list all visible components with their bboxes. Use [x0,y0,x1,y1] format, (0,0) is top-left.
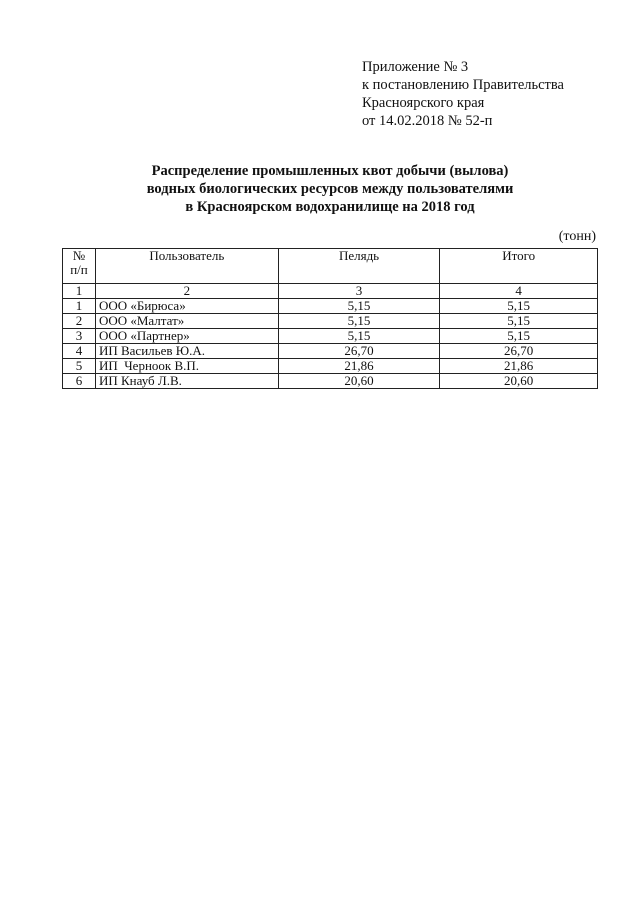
cell: 2 [95,284,278,299]
row-pelyad: 5,15 [278,299,440,314]
title-line: в Красноярском водохранилище на 2018 год [185,199,475,215]
unit-label: (тонн) [558,229,596,244]
row-total: 21,86 [440,359,598,374]
row-user: ООО «Партнер» [95,329,278,344]
table-row [63,329,598,344]
header-line: от 14.02.2018 № 52-п [362,113,493,129]
row-total: 5,15 [440,299,598,314]
cell: 3 [278,284,440,299]
row-user: ИП Васильев Ю.А. [95,344,278,359]
header-total: Итого [440,249,598,284]
row-number: 6 [63,374,96,389]
row-user: ООО «Бирюса» [95,299,278,314]
row-user: ИП Черноок В.П. [95,359,278,374]
row-pelyad: 5,15 [278,314,440,329]
row-user: ИП Кнауб Л.В. [95,374,278,389]
document-title [60,162,600,216]
header-pelyad: Пелядь [278,249,440,284]
header-number: № п/п [63,249,96,284]
row-number: 3 [63,329,96,344]
header-line: к постановлению Правительства [362,77,564,93]
cell: 1 [63,284,96,299]
row-total: 5,15 [440,314,598,329]
row-number: 4 [63,344,96,359]
row-number: 2 [63,314,96,329]
table-row [63,374,598,389]
row-number: 5 [63,359,96,374]
table-row [63,359,598,374]
row-total: 26,70 [440,344,598,359]
row-total: 5,15 [440,329,598,344]
quota-table [62,248,598,389]
title-line: водных биологических ресурсов между пользователями [146,181,514,197]
row-pelyad: 21,86 [278,359,440,374]
cell: 4 [440,284,598,299]
table-row [63,299,598,314]
row-number: 1 [63,299,96,314]
appendix-header [362,58,564,130]
row-user: ООО «Малтат» [95,314,278,329]
row-pelyad: 20,60 [278,374,440,389]
header-line: Приложение № 3 [362,59,469,75]
column-number-row [63,284,598,299]
header-line: Красноярского края [362,95,485,111]
row-pelyad: 26,70 [278,344,440,359]
row-total: 20,60 [440,374,598,389]
table-header-row [63,249,598,284]
row-pelyad: 5,15 [278,329,440,344]
table-row [63,344,598,359]
title-line: Распределение промышленных квот добычи (вылова) [151,163,509,179]
header-user: Пользователь [95,249,278,284]
table-row [63,314,598,329]
